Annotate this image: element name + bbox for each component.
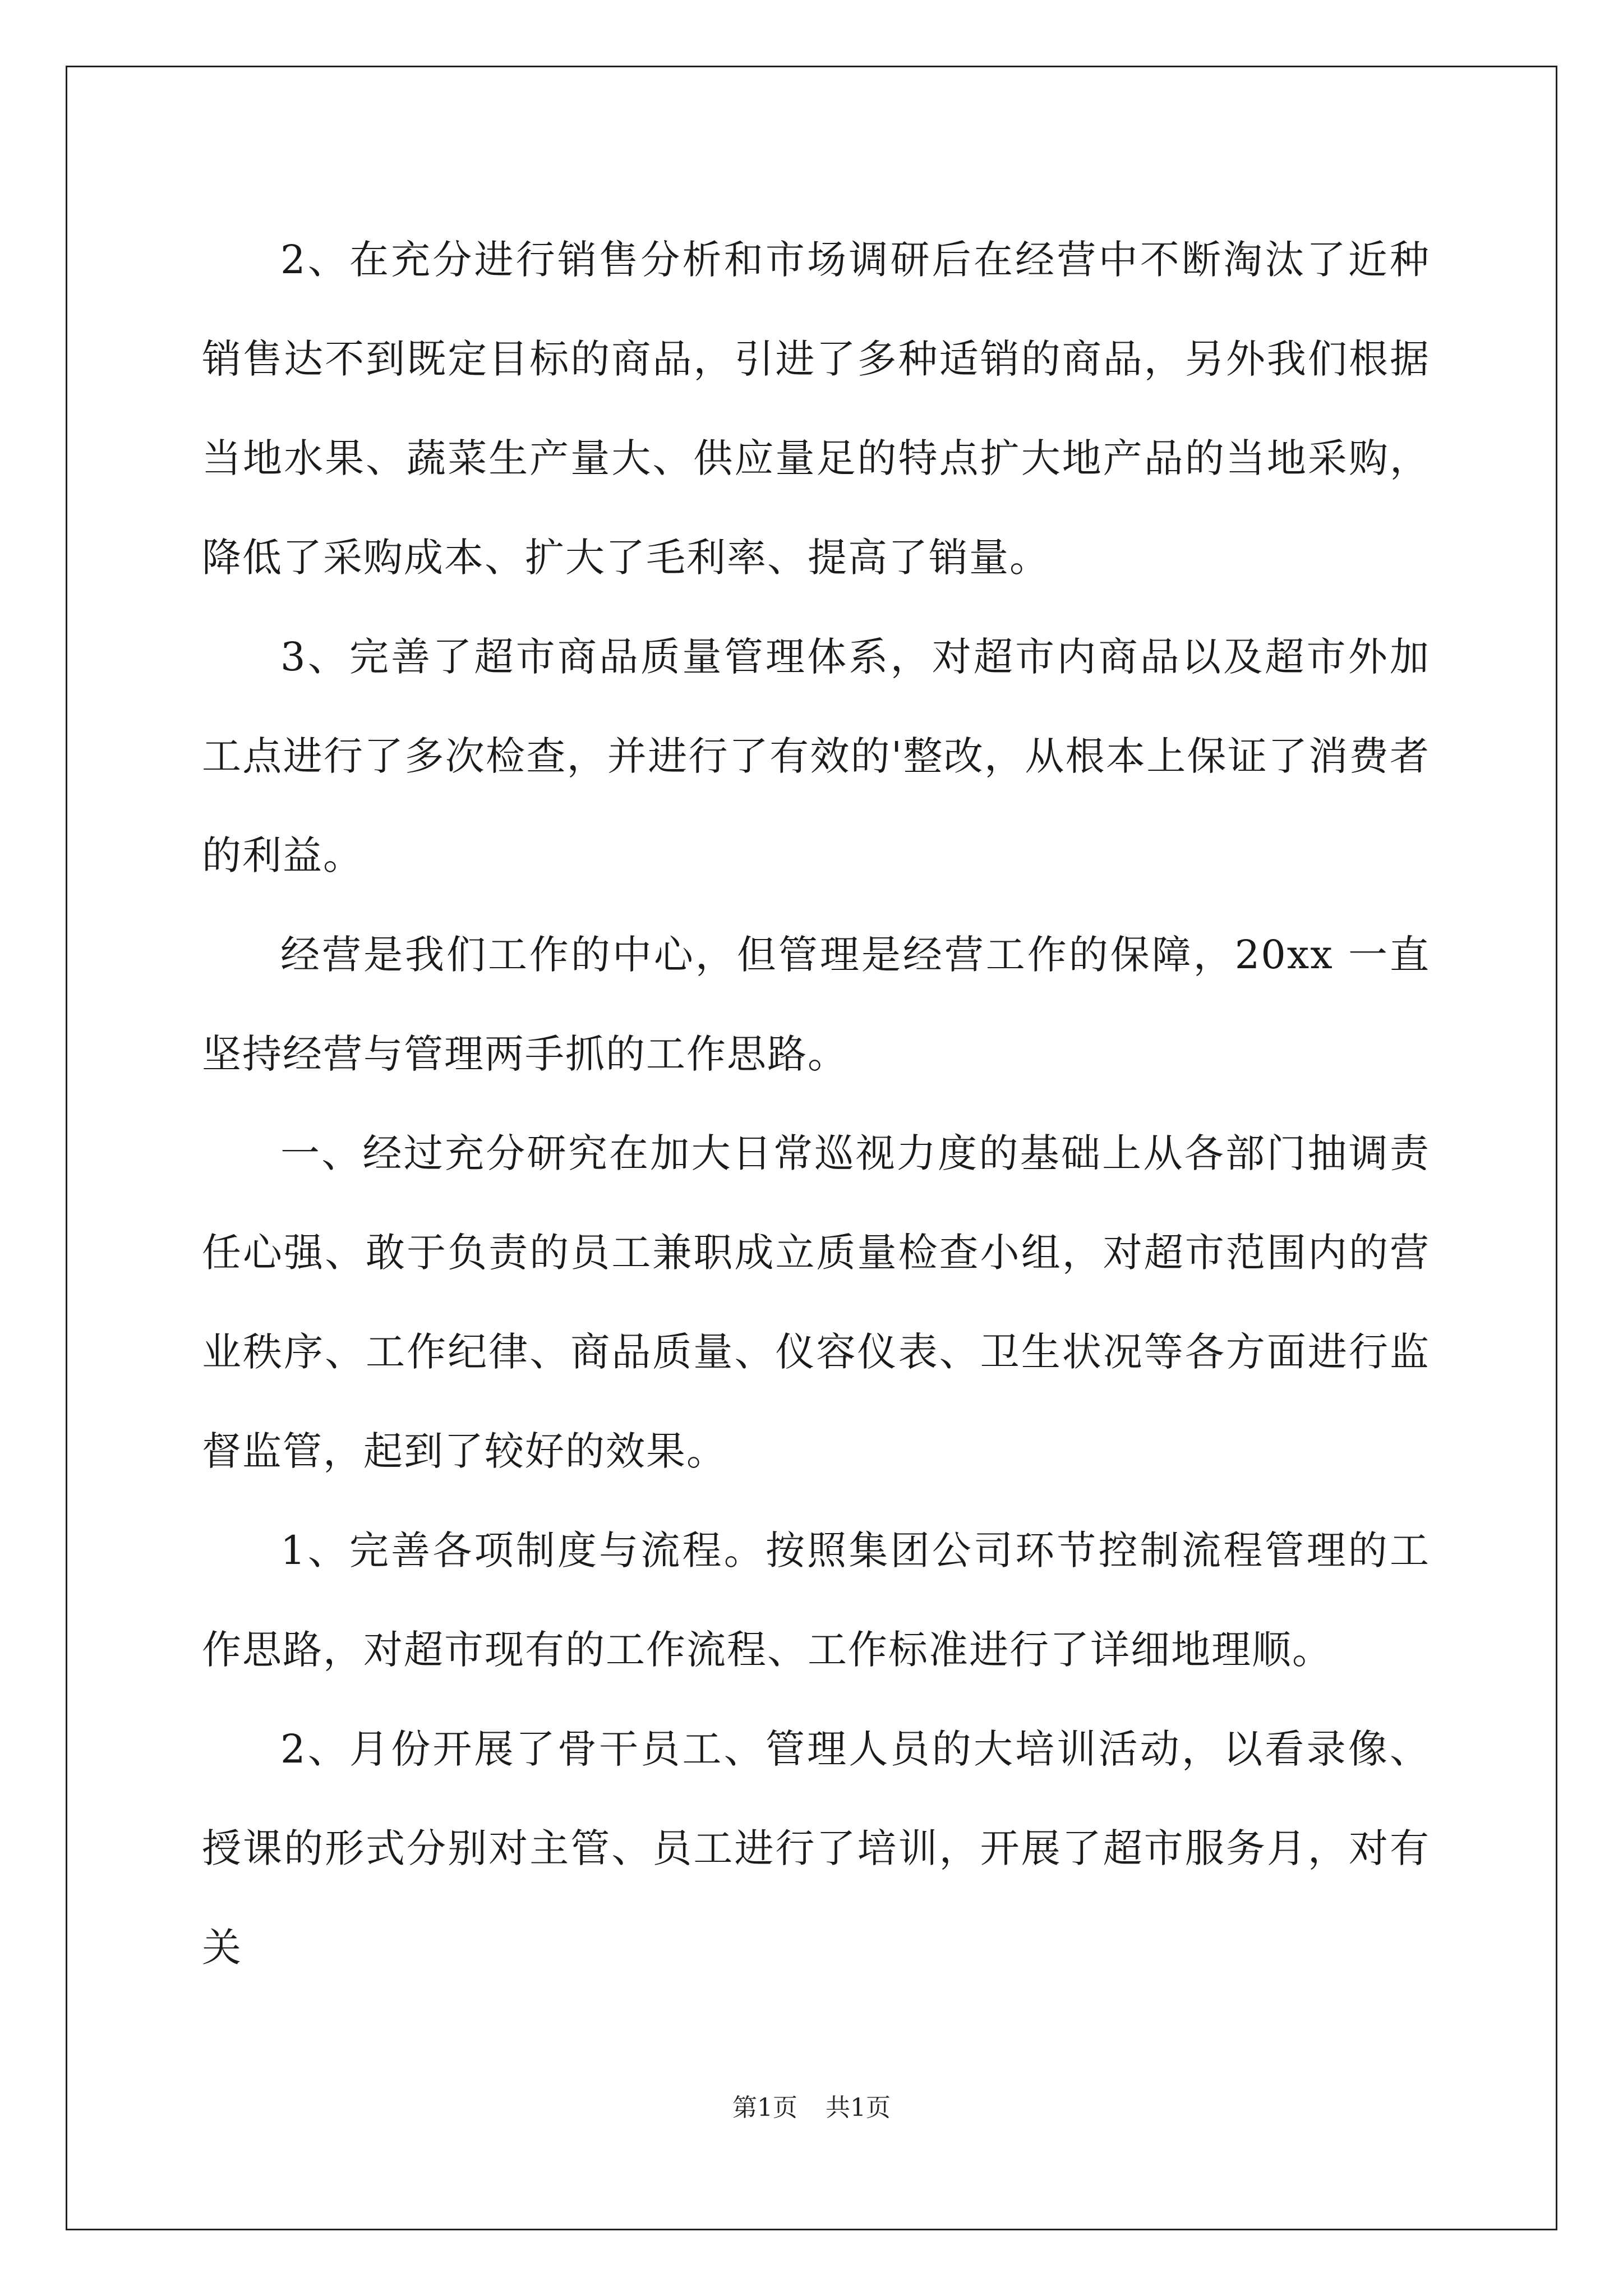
paragraph-3: 经营是我们工作的中心，但管理是经营工作的保障，20xx 一直坚持经营与管理两手抓的工作思路。 [202, 932, 1430, 1077]
page-number: 第1页 [732, 2093, 797, 2122]
document-body [202, 210, 1430, 1998]
paragraph-2: 3、完善了超市商品质量管理体系，对超市内商品以及超市外加工点进行了多次检查，并进行了有效的'整改，从根本上保证了消费者的利益。 [202, 634, 1430, 878]
page-footer [0, 2091, 1623, 2125]
paragraph-1: 2、在充分进行销售分析和市场调研后在经营中不断淘汰了近种销售达不到既定目标的商品，引进了多种适销的商品，另外我们根据当地水果、蔬菜生产量大、供应量足的特点扩大地产品的当地采购，降低了采购成本、扩大了毛利率、提高了销量。 [202, 237, 1430, 581]
paragraph-5: 1、完善各项制度与流程。按照集团公司环节控制流程管理的工作思路，对超市现有的工作流程、工作标准进行了详细地理顺。 [202, 1527, 1430, 1673]
paragraph-4: 一、经过充分研究在加大日常巡视力度的基础上从各部门抽调责任心强、敢于负责的员工兼职成立质量检查小组，对超市范围内的营业秩序、工作纪律、商品质量、仪容仪表、卫生状况等各方面进行监督监管，起到了较好的效果。 [202, 1130, 1430, 1474]
paragraph-6: 2、月份开展了骨干员工、管理人员的大培训活动，以看录像、授课的形式分别对主管、员工进行了培训，开展了超市服务月，对有关 [202, 1726, 1430, 1971]
page-total: 共1页 [826, 2093, 891, 2122]
